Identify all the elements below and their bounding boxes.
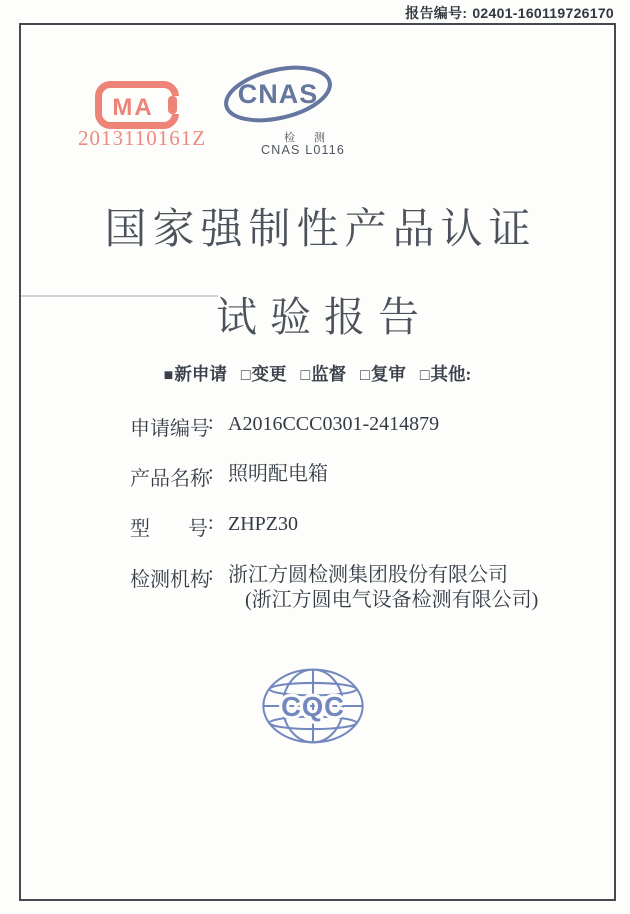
checkbox-empty-icon: □: [240, 367, 251, 384]
field-value: 照明配电箱: [228, 463, 328, 485]
apptype-label: 监督: [311, 364, 347, 384]
field-row-product-name: [130, 462, 328, 491]
cqc-logo-icon: [259, 667, 367, 745]
field-row-model: [130, 512, 298, 541]
checkbox-empty-icon: □: [300, 367, 311, 384]
checkbox-filled-icon: ■: [163, 367, 174, 384]
page-subtitle: 试验报告: [216, 294, 432, 340]
svg-text:MA: MA: [112, 94, 154, 121]
apptype-label: 变更: [251, 364, 287, 384]
field-row-testing-organization: [130, 563, 538, 613]
apptype-new-application: [164, 361, 227, 386]
apptype-label: 新申请: [174, 364, 227, 384]
page-title: 国家强制性产品认证: [104, 207, 537, 253]
field-value: ZHPZ30: [228, 513, 298, 535]
report-number-label: 报告编号:: [405, 5, 468, 21]
apptype-other: [420, 361, 472, 386]
apptype-label: 其他:: [430, 364, 472, 384]
field-value: A2016CCC0301-2414879: [228, 413, 440, 435]
field-label: 产品名称: [130, 468, 210, 490]
checkbox-empty-icon: □: [419, 367, 430, 384]
field-value: [228, 563, 538, 613]
apptype-label: 复审: [370, 364, 406, 384]
field-colon: :: [208, 462, 214, 484]
application-type-row: [19, 361, 616, 386]
field-colon: :: [208, 412, 214, 434]
testing-org-line1: 浙江方圆检测集团股份有限公司: [228, 564, 508, 586]
testing-org-line2: (浙江方圆电气设备检测有限公司): [245, 589, 539, 611]
apptype-change: [241, 361, 287, 386]
cma-logo-icon: [95, 81, 179, 129]
cma-license-number: 2013110161Z: [78, 126, 207, 150]
cnas-logo-icon: [221, 60, 335, 130]
report-number-value: 02401-160119726170: [472, 5, 614, 21]
svg-text:CQC: CQC: [281, 690, 345, 722]
checkbox-empty-icon: □: [360, 367, 370, 384]
report-number: [405, 3, 614, 23]
field-label: 申请编号: [130, 418, 210, 440]
field-row-application-number: [130, 412, 439, 441]
field-colon: :: [208, 512, 214, 534]
apptype-review: [360, 361, 406, 386]
svg-text:CNAS: CNAS: [237, 79, 319, 109]
cnas-accreditation-number: CNAS L0116: [261, 143, 346, 157]
field-colon: :: [208, 563, 214, 585]
cnas-caption: 检 测: [284, 132, 334, 144]
field-label: 型号: [130, 518, 208, 540]
field-label: 检测机构: [130, 569, 210, 591]
apptype-supervision: [301, 361, 347, 386]
